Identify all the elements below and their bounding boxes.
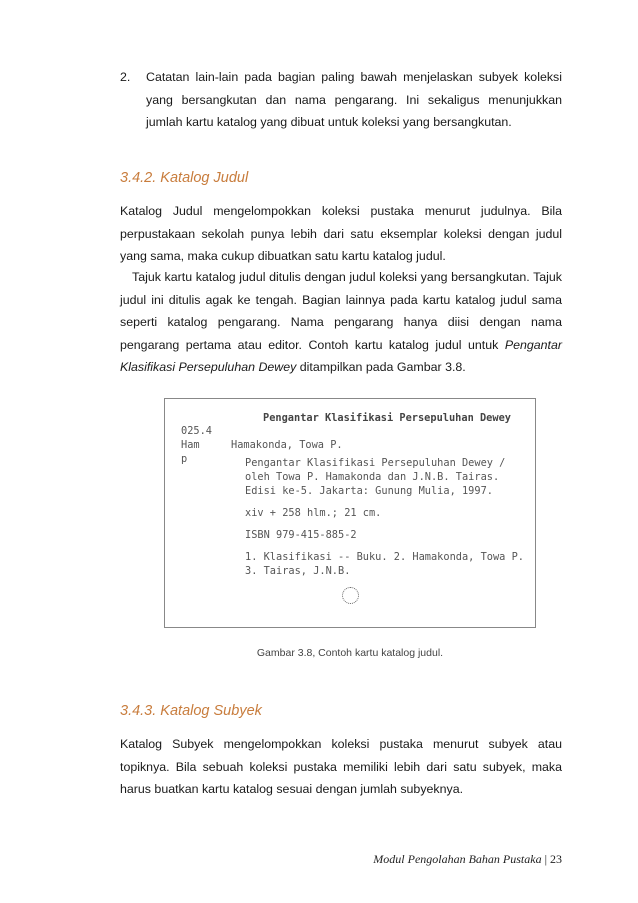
card-isbn: ISBN 979-415-885-2 [245, 529, 357, 541]
book-title-italic: Pengantar Klasifikasi Persepuluhan Dewey [120, 337, 562, 374]
list-item-number: 2. [120, 70, 131, 84]
page-footer [373, 852, 562, 867]
footer-page-number: 23 [550, 852, 562, 866]
card-tracing-line-1: 1. Klasifikasi -- Buku. 2. Hamakonda, Towa P. [245, 551, 524, 563]
card-call-title: p [181, 453, 188, 465]
card-hole-icon [342, 587, 359, 604]
card-call-number: 025.4 [181, 425, 212, 437]
card-desc-line-2: oleh Towa P. Hamakonda dan J.N.B. Tairas. [245, 471, 500, 483]
section-heading-katalog-judul: 3.4.2. Katalog Judul [120, 170, 249, 186]
card-author: Hamakonda, Towa P. [231, 439, 343, 451]
paragraph-katalog-judul-2 [120, 266, 562, 379]
card-collation: xiv + 258 hlm.; 21 cm. [245, 507, 382, 519]
figure-caption: Gambar 3.8, Contoh kartu katalog judul. [256, 647, 444, 659]
card-desc-line-1: Pengantar Klasifikasi Persepuluhan Dewey / [245, 457, 506, 469]
card-call-author: Ham [181, 439, 200, 451]
list-item-text: Catatan lain-lain pada bagian paling bawah menjelaskan subyek koleksi yang bersangkutan dan nama pengarang. Ini sekaligus menunjukkan jumlah kartu katalog yang dibuat untuk koleksi yang bersangkutan. [146, 70, 562, 129]
card-tracing-line-2: 3. Tairas, J.N.B. [245, 565, 351, 577]
paragraph-katalog-judul-1: Katalog Judul mengelompokkan koleksi pustaka menurut judulnya. Bila perpustakaan sekolah punya lebih dari satu eksemplar koleksi dengan judul yang sama, maka cukup dibuatkan satu kartu katalog judul. [120, 204, 562, 263]
list-item [120, 66, 562, 134]
paragraph-text-end: ditampilkan pada Gambar 3.8. [296, 360, 466, 374]
card-desc-line-3: Edisi ke-5. Jakarta: Gunung Mulia, 1997. [245, 485, 493, 497]
paragraph-text-start: Tajuk kartu katalog judul ditulis dengan judul koleksi yang bersangkutan. Tajuk judul ini ditulis agak ke tengah. Bagian lainnya pada kartu katalog judul sama seperti katalog pengarang. Nama pengarang hanya diisi dengan nama pengarang pertama atau editor. Contoh kartu katalog judul untuk [120, 270, 562, 352]
paragraph-katalog-subyek-1: Katalog Subyek mengelompokkan koleksi pustaka menurut subyek atau topiknya. Bila sebuah koleksi pustaka memiliki lebih dari satu subyek, maka harus buatkan kartu katalog sesuai dengan jumlah subyeknya. [120, 737, 562, 796]
footer-module-title: Modul Pengolahan Bahan Pustaka [373, 852, 542, 866]
card-title-heading: Pengantar Klasifikasi Persepuluhan Dewey [263, 412, 511, 424]
footer-separator: | [544, 852, 547, 866]
section-heading-katalog-subyek: 3.4.3. Katalog Subyek [120, 703, 262, 719]
